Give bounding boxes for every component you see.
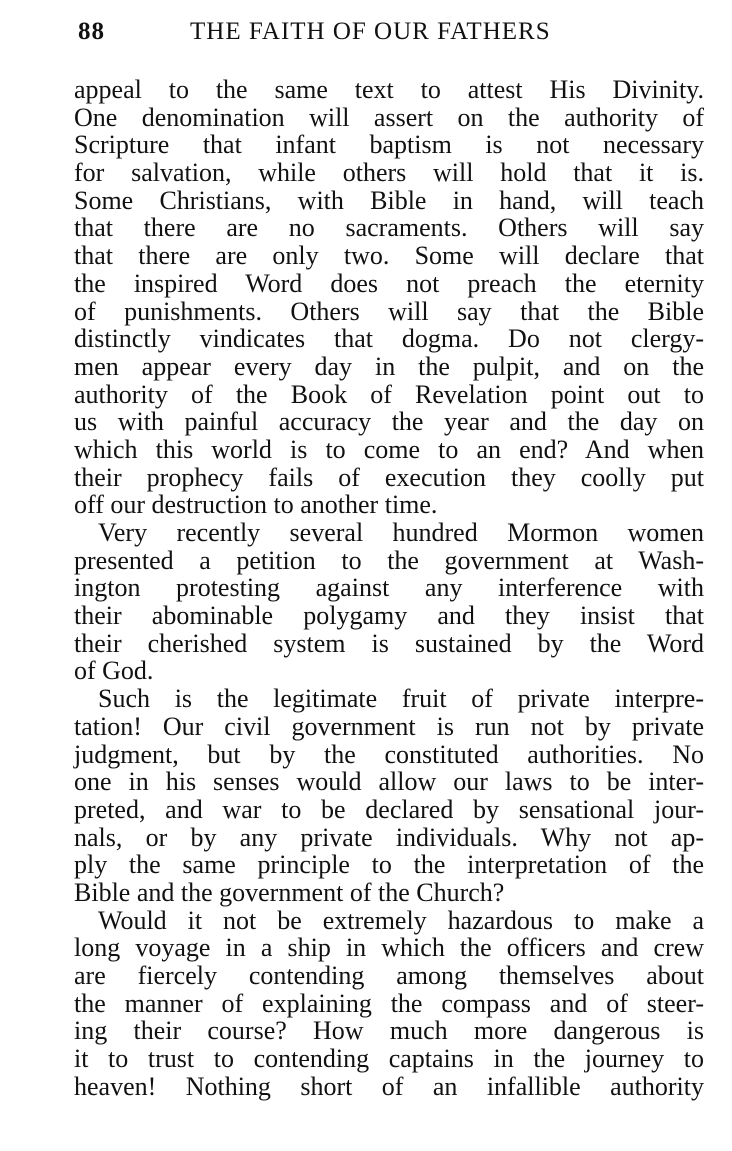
page-number: 88 — [78, 18, 105, 45]
text-line: long voyage in a ship in which the officers and crew — [74, 933, 704, 963]
text-line: that there are no sacraments. Others will say — [74, 213, 704, 243]
text-line: their prophecy fails of execution they coolly put — [74, 462, 704, 492]
paragraph-first-line: Such is the legitimate fruit of private interpre- — [98, 684, 704, 714]
text-line: for salvation, while others will hold that it is. — [74, 158, 704, 188]
text-line: off our destruction to another time. — [74, 490, 438, 520]
text-line: of God. — [74, 656, 154, 686]
running-title: THE FAITH OF OUR FATHERS — [190, 18, 551, 45]
text-line: it to trust to contending captains in the journey to — [74, 1044, 704, 1074]
text-line: Some Christians, with Bible in hand, will teach — [74, 185, 704, 215]
text-line: the manner of explaining the compass and of steer- — [74, 988, 704, 1018]
text-line: which this world is to come to an end? And when — [74, 434, 704, 464]
running-head — [78, 18, 608, 52]
text-line: their cherished system is sustained by the Word — [74, 628, 704, 658]
text-line: the inspired Word does not preach the eternity — [74, 268, 704, 298]
text-line: ing their course? How much more dangerous is — [74, 1016, 704, 1046]
text-line: of punishments. Others will say that the Bible — [74, 296, 704, 326]
text-line: tation! Our civil government is run not by private — [74, 711, 704, 741]
text-line: preted, and war to be declared by sensational jour- — [74, 794, 704, 824]
text-line: Bible and the government of the Church? — [74, 877, 505, 907]
text-line: ply the same principle to the interpretation of the — [74, 850, 704, 880]
text-line: judgment, but by the constituted authorities. No — [74, 739, 704, 769]
text-line: One denomination will assert on the authority of — [74, 102, 704, 132]
text-line: nals, or by any private individuals. Why not ap- — [74, 822, 704, 852]
paragraph-first-line: Very recently several hundred Mormon women — [98, 518, 704, 547]
text-line: us with painful accuracy the year and the day on — [74, 407, 704, 437]
paragraph-first-line: Would it not be extremely hazardous to make a — [98, 905, 704, 935]
text-line: are fiercely contending among themselves about — [74, 961, 704, 990]
text-line: appeal to the same text to attest His Divinity. — [74, 75, 704, 104]
text-line: authority of the Book of Revelation point out to — [74, 379, 704, 409]
body-text — [74, 76, 704, 1100]
text-line: their abominable polygamy and they insist that — [74, 601, 704, 631]
text-line: heaven! Nothing short of an infallible authority — [74, 1071, 704, 1101]
text-line: one in his senses would allow our laws to be inter- — [74, 767, 704, 797]
text-line: distinctly vindicates that dogma. Do not clergy- — [74, 324, 704, 354]
text-line: that there are only two. Some will declare that — [74, 241, 704, 271]
text-line: men appear every day in the pulpit, and on the — [74, 351, 704, 381]
text-line: ington protesting against any interference with — [74, 573, 704, 603]
text-line: Scripture that infant baptism is not necessary — [74, 130, 704, 160]
text-line: presented a petition to the government at Wash- — [74, 545, 704, 575]
